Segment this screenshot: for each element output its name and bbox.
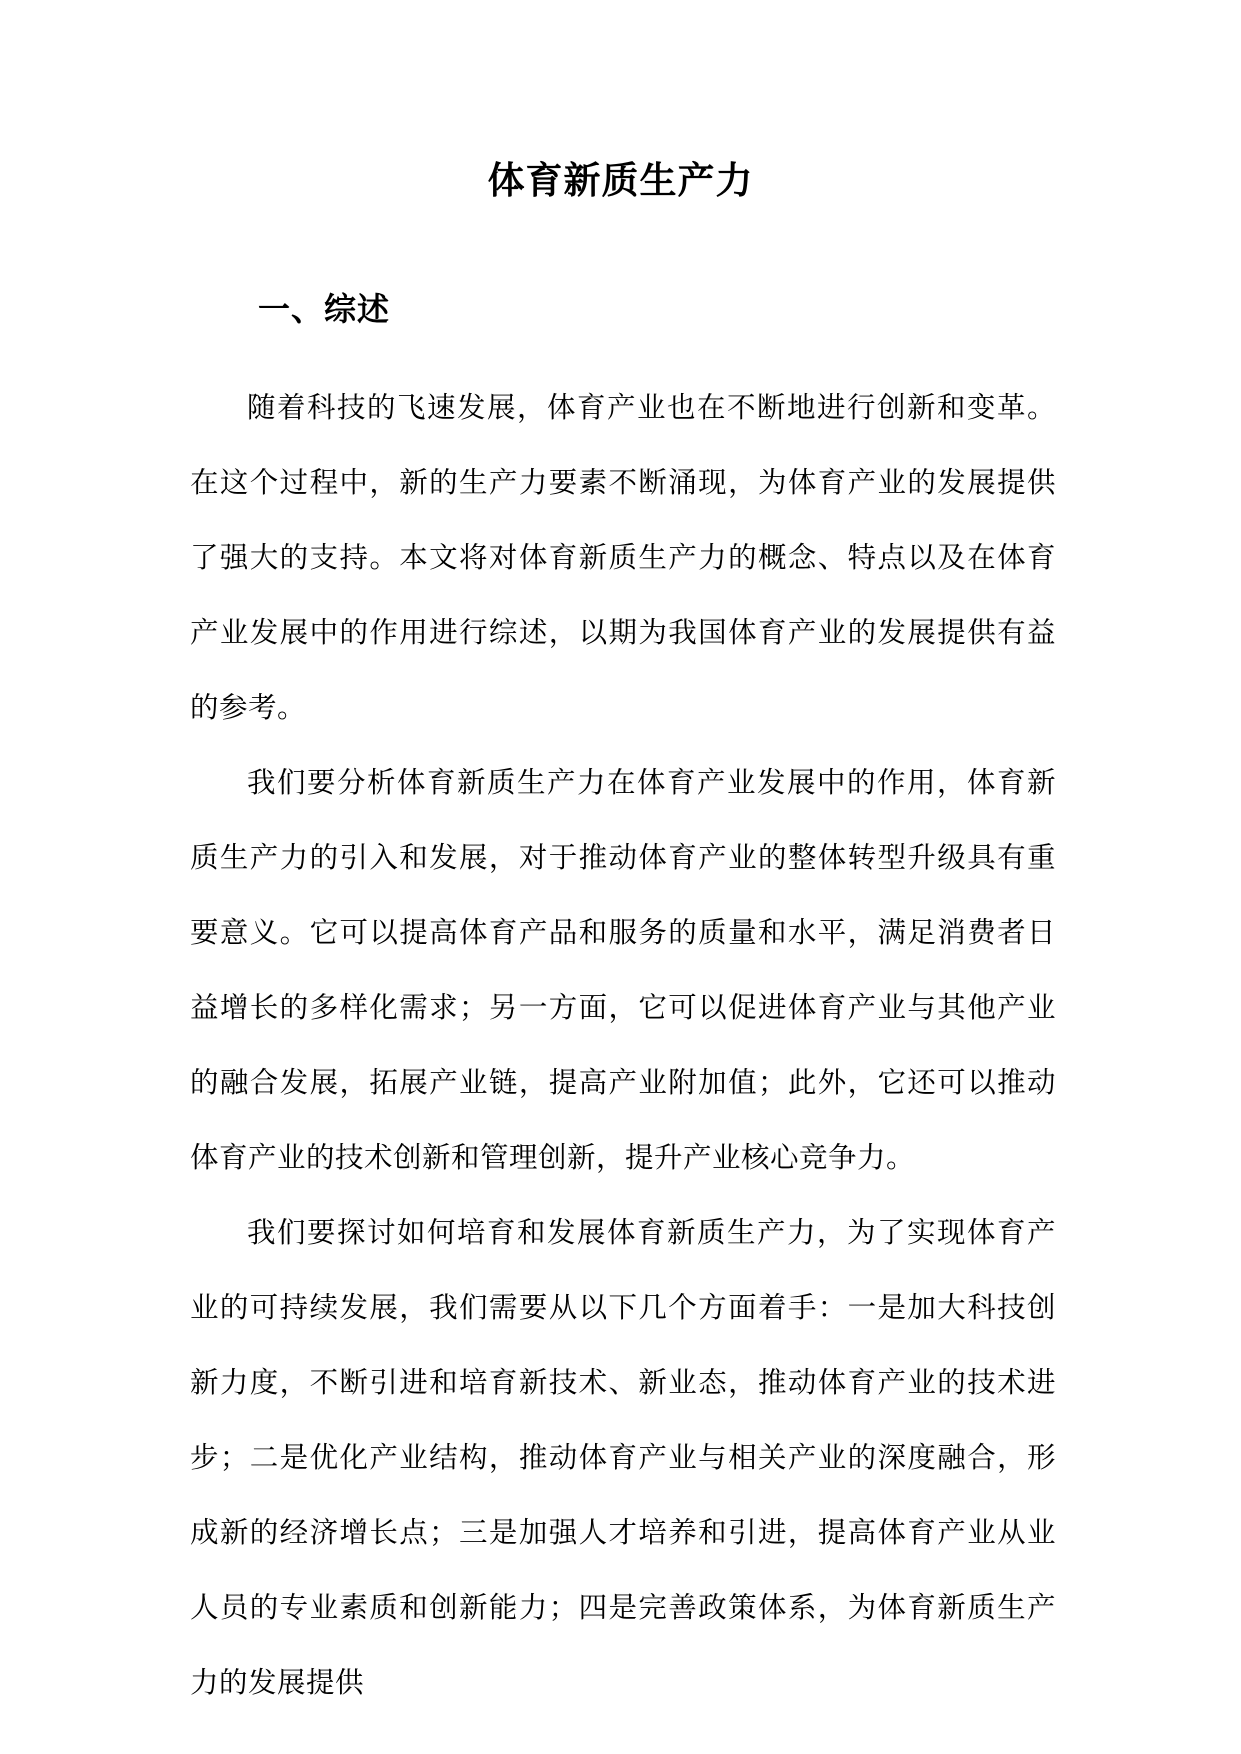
body-text: [190, 370, 1056, 1720]
paragraph-2: 我们要分析体育新质生产力在体育产业发展中的作用，体育新质生产力的引入和发展，对于推动体育产业的整体转型升级具有重要意义。它可以提高体育产品和服务的质量和水平，满足消费者日益增长的多样化需求；另一方面，它可以促进体育产业与其他产业的融合发展，拓展产业链，提高产业附加值；此外，它还可以推动体育产业的技术创新和管理创新，提升产业核心竞争力。: [190, 766, 1056, 1174]
document-title: 体育新质生产力: [487, 158, 754, 202]
paragraph-3: 我们要探讨如何培育和发展体育新质生产力，为了实现体育产业的可持续发展，我们需要从以下几个方面着手：一是加大科技创新力度，不断引进和培育新技术、新业态，推动体育产业的技术进步；二是优化产业结构，推动体育产业与相关产业的深度融合，形成新的经济增长点；三是加强人才培养和引进，提高体育产业从业人员的专业素质和创新能力；四是完善政策体系，为体育新质生产力的发展提供: [190, 1216, 1056, 1699]
section-heading: 一、综述: [258, 290, 391, 328]
paragraph-1: 随着科技的飞速发展，体育产业也在不断地进行创新和变革。在这个过程中，新的生产力要素不断涌现，为体育产业的发展提供了强大的支持。本文将对体育新质生产力的概念、特点以及在体育产业发展中的作用进行综述，以期为我国体育产业的发展提供有益的参考。: [190, 391, 1056, 724]
